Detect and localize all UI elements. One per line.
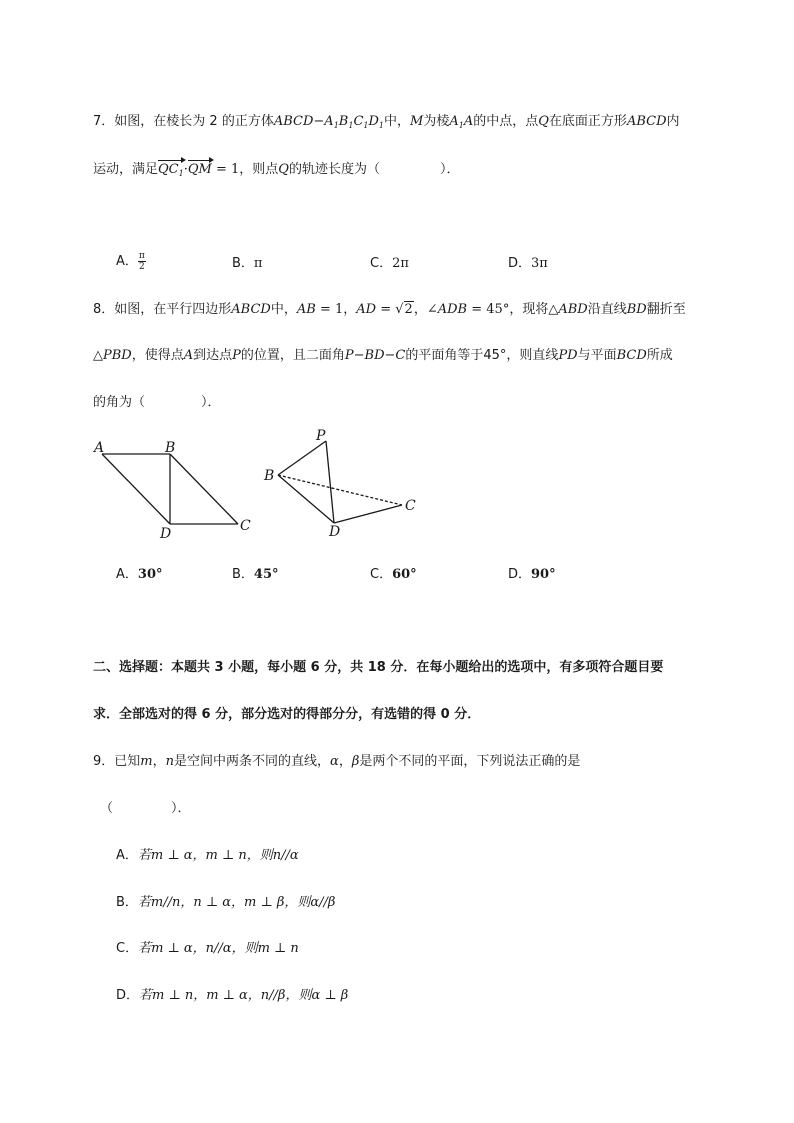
q8-line-1: 8．如图，在平行四边形ABCD中，AB = 1，AD = √2，∠ADB = 45°，现将△ABD沿直线BD翻折至 <box>93 302 686 317</box>
edge-dc <box>334 505 402 523</box>
fraction: $\frac{\pi}{2}$ <box>138 251 145 272</box>
q9-option-d: D．若m ⊥ n，m ⊥ α，n//β，则α ⊥ β <box>116 988 349 1003</box>
edge-pb <box>278 441 326 475</box>
q9-line-2: （ ）． <box>100 801 191 816</box>
q8-line-2: △PBD，使得点A到达点P的位置，且二面角P−BD−C的平面角等于45°，则直线PD与平面BCD所成 <box>93 348 673 363</box>
label-b: B <box>165 440 176 456</box>
label-b: B <box>264 468 275 484</box>
q8-option-c: C．60° <box>370 567 417 582</box>
q8-option-a: A．30° <box>116 567 163 582</box>
q8-number: 8． <box>93 302 115 317</box>
edge-bc-hidden <box>278 475 402 505</box>
edge-bd <box>278 475 334 523</box>
q9-line-1: 9．已知m，n是空间中两条不同的直线，α，β是两个不同的平面，下列说法正确的是 <box>93 754 581 769</box>
q9-option-a: A．若m ⊥ α，m ⊥ n，则n//α <box>116 848 299 863</box>
q8-option-b: B．45° <box>232 567 279 582</box>
q8-line-3: 的角为（ ）． <box>93 395 221 410</box>
label-c: C <box>405 498 416 514</box>
label-p: P <box>316 428 326 444</box>
q9-number: 9． <box>93 754 115 769</box>
q7-line-1: 7．如图，在棱长为 2 的正方体$ABCD-A_1B_1C_1D_1$中，M为棱$A_1A$的中点，点Q在底面正方形ABCD内 <box>93 114 680 130</box>
label-d: D <box>160 526 172 542</box>
q7-number: 7． <box>93 114 115 129</box>
section-heading-line-2: 求．全部选对的得 6 分，部分选对的得部分分，有选错的得 0 分． <box>93 707 481 722</box>
q8-option-d: D．90° <box>508 567 556 582</box>
q7-option-c: C．2π <box>370 256 409 271</box>
parallelogram-figure <box>90 432 260 542</box>
cube-name: $ABCD-A_1B_1C_1D_1$ <box>273 114 385 130</box>
label-c: C <box>240 518 251 534</box>
q7-option-d: D．3π <box>508 256 548 271</box>
vector-qm: QM <box>187 162 212 177</box>
label-d: D <box>329 524 341 540</box>
section-heading-line-1: 二、选择题：本题共 3 小题，每小题 6 分，共 18 分．在每小题给出的选项中，有多项符合题目要 <box>93 660 664 675</box>
vector-qc1: $QC_1$ <box>158 162 184 178</box>
edge-da <box>102 454 170 524</box>
q7-line-2: 运动，满足$QC_1\cdot QM = 1$，则点Q的轨迹长度为（ ）． <box>93 162 460 178</box>
edge-bc <box>170 454 238 524</box>
q9-option-b: B．若m//n，n ⊥ α，m ⊥ β，则α//β <box>116 895 336 910</box>
folded-figure <box>258 424 428 544</box>
label-a: A <box>94 440 105 456</box>
q9-option-c: C．若m ⊥ α，n//α，则m ⊥ n <box>116 941 299 956</box>
q7-option-a: A． $\frac{\pi}{2}$ <box>116 251 145 272</box>
q7-option-b: B．π <box>232 256 263 271</box>
edge-pd <box>326 441 334 523</box>
